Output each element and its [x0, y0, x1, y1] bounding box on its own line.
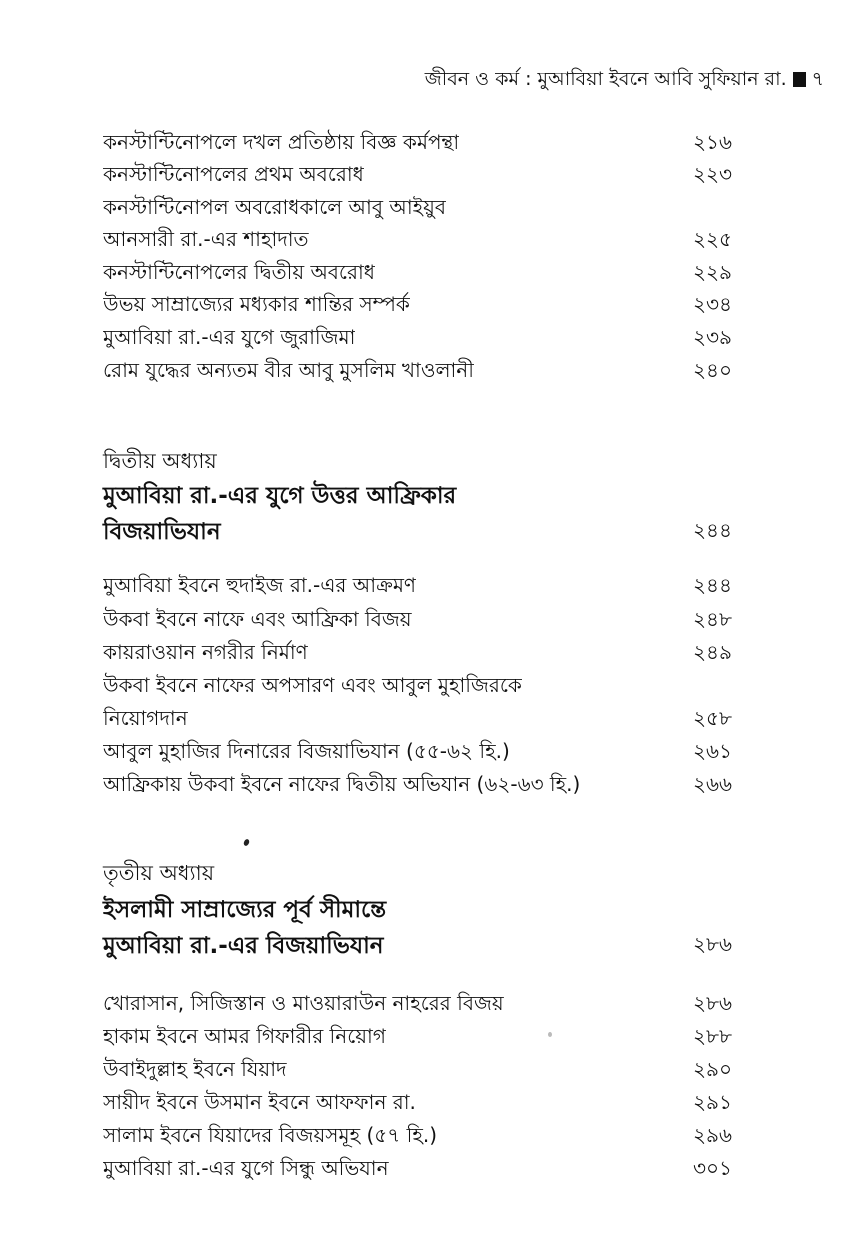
chapter-title-line1: ইসলামী সাম্রাজ্যের পূর্ব সীমান্তে	[103, 896, 387, 923]
running-header	[425, 66, 824, 92]
toc-entry-title: উবাইদুল্লাহ ইবনে যিয়াদ	[103, 1056, 287, 1081]
toc-entry-title: উভয় সাম্রাজ্যের মধ্যকার শান্তির সম্পর্ক	[103, 291, 410, 316]
chapter-page: ২৪৪	[693, 517, 732, 542]
chapter-title-line2: বিজয়াভিযান	[103, 518, 221, 545]
toc-entry	[103, 258, 753, 290]
chapter-title	[103, 514, 753, 550]
toc-entry-page: ২২৫	[693, 226, 732, 251]
header-square-mark	[793, 72, 806, 87]
toc-entry	[103, 1154, 753, 1186]
header-page-number: ৭	[811, 68, 824, 90]
toc-entry	[103, 323, 753, 355]
toc-entry-title: মুআবিয়া রা.-এর যুগে জুরাজিমা	[103, 324, 356, 349]
toc-entry-title: সায়ীদ ইবনে উসমান ইবনে আফফান রা.	[103, 1089, 416, 1114]
chapter-page: ২৮৬	[693, 931, 732, 956]
toc-entry-page: ২১৬	[693, 129, 732, 154]
toc-entry-title: মুআবিয়া ইবনে হুদাইজ রা.-এর আক্রমণ	[103, 572, 417, 597]
toc-entry-page: ২২৯	[693, 259, 732, 284]
toc-entry-page: ২৪৪	[693, 572, 732, 597]
toc-entry-title: সালাম ইবনে যিয়াদের বিজয়সমূহ (৫৭ হি.)	[103, 1122, 438, 1147]
toc-entry-title: উকবা ইবনে নাফে এবং আফ্রিকা বিজয়	[103, 606, 412, 631]
toc-entry	[103, 605, 753, 637]
toc-entry	[103, 571, 753, 603]
ink-speck	[243, 838, 250, 846]
toc-entry	[103, 989, 753, 1021]
toc-entry-page: ২৯১	[693, 1089, 732, 1114]
toc-entry	[103, 638, 753, 670]
toc-entry	[103, 290, 753, 322]
toc-entry-page: ২৮৮	[693, 1023, 732, 1048]
toc-entry-title: হাকাম ইবনে আমর গিফারীর নিয়োগ	[103, 1023, 386, 1048]
running-title: জীবন ও কর্ম : মুআবিয়া ইবনে আবি সুফিয়ান রা.	[424, 68, 787, 90]
chapter-title	[103, 892, 753, 928]
toc-entry-page: ২৪৮	[693, 606, 732, 631]
toc-entry	[103, 128, 753, 160]
toc-entry-title: আফ্রিকায় উকবা ইবনে নাফের দ্বিতীয় অভিযান (৬২-৬৩ হি.)	[103, 771, 581, 796]
toc-entry	[103, 737, 753, 769]
toc-entry-page: ২৬১	[693, 738, 732, 763]
chapter-title	[103, 478, 753, 514]
chapter-label: তৃতীয় অধ্যায়	[103, 861, 215, 885]
toc-entry-page: ২৫৮	[693, 705, 732, 730]
chapter-title-line2: মুআবিয়া রা.-এর বিজয়াভিযান	[103, 932, 384, 959]
toc-entry	[103, 356, 753, 388]
toc-entry-page: ২৮৬	[693, 990, 732, 1015]
toc-entry-title: কনস্টান্টিনোপল অবরোধকালে আবু আইয়ুব	[103, 194, 447, 219]
toc-entry	[103, 1088, 753, 1120]
toc-entry-title: উকবা ইবনে নাফের অপসারণ এবং আবুল মুহাজিরকে	[103, 672, 522, 697]
toc-entry-page: ২৩৯	[693, 324, 732, 349]
paper-speck	[548, 1032, 552, 1037]
toc-entry-title: নিয়োগদান	[103, 705, 188, 730]
toc-entry-title: আবুল মুহাজির দিনারের বিজয়াভিযান (৫৫-৬২ হি.)	[103, 738, 510, 763]
toc-entry-title: রোম যুদ্ধের অন্যতম বীর আবু মুসলিম খাওলানী	[103, 357, 474, 382]
toc-entry-page: ২৩৪	[693, 291, 732, 316]
toc-entry-title: কায়রাওয়ান নগরীর নির্মাণ	[103, 639, 308, 664]
toc-entry-title: কনস্টান্টিনোপলে দখল প্রতিষ্ঠায় বিজ্ঞ কর্মপন্থা	[103, 129, 460, 154]
toc-entry	[103, 1055, 753, 1087]
toc-entry	[103, 160, 753, 192]
toc-entry	[103, 1022, 753, 1054]
toc-entry-title: কনস্টান্টিনোপলের প্রথম অবরোধ	[103, 161, 364, 186]
toc-entry-page: ২৪০	[693, 357, 732, 382]
toc-entry	[103, 193, 753, 225]
toc-entry-title: কনস্টান্টিনোপলের দ্বিতীয় অবরোধ	[103, 259, 375, 284]
toc-entry-title: আনসারী রা.-এর শাহাদাত	[103, 226, 309, 251]
toc-entry-title: খোরাসান, সিজিস্তান ও মাওয়ারাউন নাহরের বিজয়	[103, 990, 504, 1015]
toc-entry-page: ২২৩	[693, 161, 733, 186]
toc-entry-page: ২৪৯	[693, 639, 732, 664]
toc-entry	[103, 1121, 753, 1153]
chapter-title-line1: মুআবিয়া রা.-এর যুগে উত্তর আফ্রিকার	[103, 482, 457, 509]
toc-entry	[103, 704, 753, 736]
chapter-title	[103, 928, 753, 964]
toc-entry	[103, 671, 753, 703]
toc-entry	[103, 770, 753, 802]
chapter-label: দ্বিতীয় অধ্যায়	[103, 449, 217, 473]
toc-entry-page: ২৯০	[693, 1056, 732, 1081]
toc-entry-page: ৩০১	[693, 1155, 732, 1180]
toc-entry-page: ২৯৬	[693, 1122, 732, 1147]
toc-entry-title: মুআবিয়া রা.-এর যুগে সিন্ধু অভিযান	[103, 1155, 389, 1180]
toc-entry	[103, 225, 753, 257]
toc-entry-page: ২৬৬	[693, 771, 733, 796]
